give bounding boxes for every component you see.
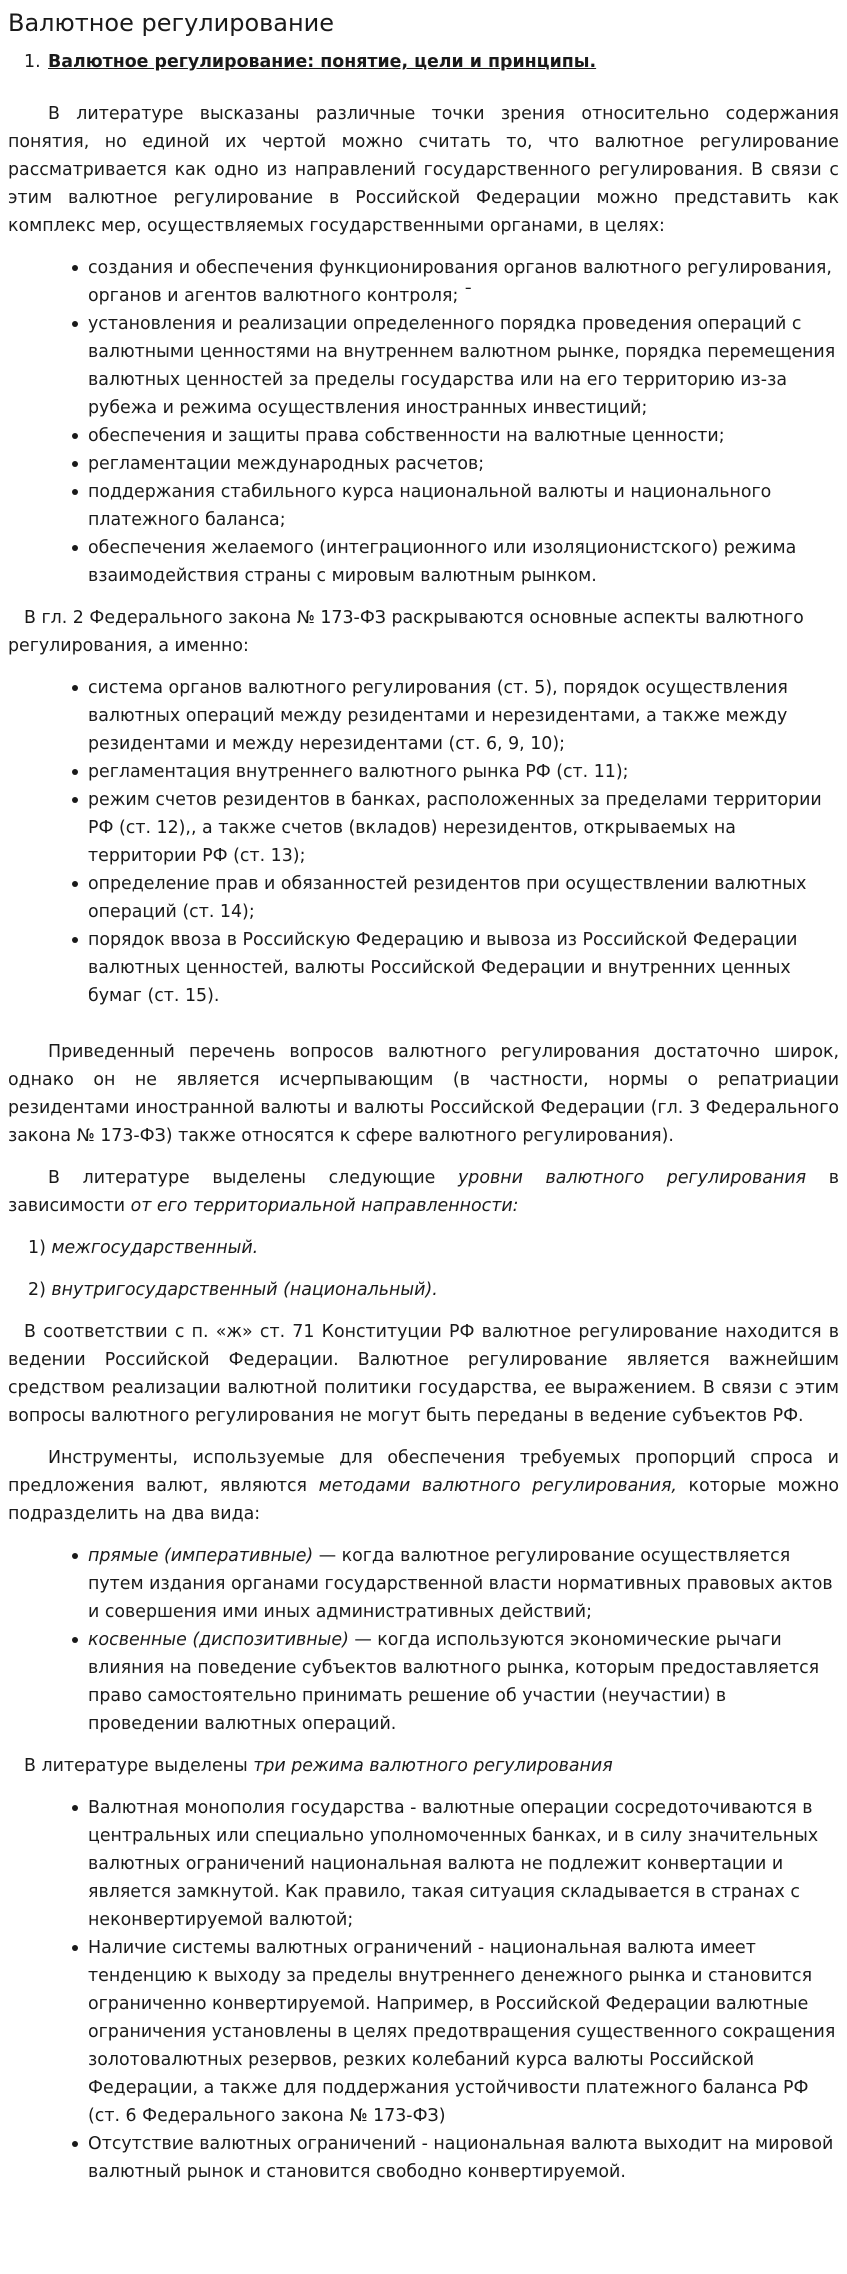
- levels-paragraph: [8, 1164, 839, 1220]
- list-item: создания и обеспечения функционирования органов валютного регулирования, органов и агентов валютного контроля; ˉ: [88, 254, 839, 310]
- section-heading-text: Валютное регулирование: понятие, цели и принципы.: [48, 52, 597, 72]
- method-term: прямые (императивные): [88, 1546, 314, 1566]
- levels-emphasis-direction: от его территориальной направленности:: [130, 1196, 519, 1216]
- methods-paragraph: [8, 1444, 839, 1528]
- list-item: установления и реализации определенного порядка проведения операций с валютными ценностями на внутреннем валютном рынке, порядка перемещения валютных ценностей за пределы государства или на его территорию из-за рубежа и режима осуществления иностранных инвестиций;: [88, 310, 839, 422]
- method-description: — когда используются экономические рычаги влияния на поведение субъектов валютного рынка, которым предоставляется право самостоятельно принимать решение об участии (неучастии) в проведении валютных операций.: [88, 1630, 820, 1734]
- list-item: Наличие системы валютных ограничений - национальная валюта имеет тенденцию к выходу за пределы внутреннего денежного рынка и становится ограниченно конвертируемой. Например, в Российской Федерации валютные ограничения установлены в целях предотвращения существенного сокращения золотовалютных резервов, резких колебаний курса валюты Российской Федерации, а также для поддержания устойчивости платежного баланса РФ (ст. 6 Федерального закона № 173-ФЗ): [88, 1934, 839, 2130]
- list-item: определение прав и обязанностей резидентов при осуществлении валютных операций (ст. 14);: [88, 870, 839, 926]
- goals-list: [8, 254, 839, 590]
- list-item: система органов валютного регулирования (ст. 5), порядок осуществления валютных операций между резидентами и нерезидентами, а также между резидентами и между нерезидентами (ст. 6, 9, 10);: [88, 674, 839, 758]
- regimes-text-before: В литературе выделены: [24, 1756, 254, 1776]
- method-term: косвенные (диспозитивные): [88, 1630, 349, 1650]
- list-item: [88, 1626, 839, 1738]
- constitution-paragraph: В соответствии с п. «ж» ст. 71 Конституции РФ валютное регулирование находится в ведении Российской Федерации. Валютное регулирование является важнейшим средством реализации валютной политики государства, ее выражением. В связи с этим вопросы валютного регулирования не могут быть переданы в ведение субъектов РФ.: [8, 1322, 839, 1426]
- level-item: [28, 1276, 839, 1304]
- section-heading: [24, 48, 839, 76]
- intro-paragraph: В литературе высказаны различные точки зрения относительно содержания понятия, но единой их чертой можно считать то, что валютное регулирование рассматривается как одно из направлений государственного регулирования. В связи с этим валютное регулирование в Российской Федерации можно представить как комплекс мер, осуществляемых государственными органами, в целях:: [8, 104, 839, 236]
- law-aspects-list: [8, 674, 839, 1010]
- regimes-emphasis: три режима валютного регулирования: [253, 1756, 613, 1776]
- level-text: межгосударственный.: [51, 1238, 259, 1258]
- levels-text-middle: в зависимости: [8, 1168, 839, 1216]
- list-item: порядок ввоза в Российскую Федерацию и вывоза из Российской Федерации валютных ценностей, валюты Российской Федерации и внутренних ценных бумаг (ст. 15).: [88, 926, 839, 1010]
- levels-text-before: В литературе выделены следующие: [48, 1168, 458, 1188]
- page-title: Валютное регулирование: [8, 9, 335, 37]
- list-item: обеспечения желаемого (интеграционного или изоляционистского) режима взаимодействия страны с мировым валютным рынком.: [88, 534, 839, 590]
- list-item: регламентации международных расчетов;: [88, 450, 839, 478]
- list-item: поддержания стабильного курса национальной валюты и национального платежного баланса;: [88, 478, 839, 534]
- section-number: 1.: [24, 52, 41, 72]
- method-description: — когда валютное регулирование осуществляется путем издания органами государственной власти нормативных правовых актов и совершения ими иных административных действий;: [88, 1546, 833, 1622]
- level-text: внутригосударственный (национальный).: [51, 1280, 438, 1300]
- list-item: режим счетов резидентов в банках, расположенных за пределами территории РФ (ст. 12),, а также счетов (вкладов) нерезидентов, открываемых на территории РФ (ст. 13);: [88, 786, 839, 870]
- scope-paragraph: Приведенный перечень вопросов валютного регулирования достаточно широк, однако он не является исчерпывающим (в частности, нормы о репатриации резидентами иностранной валюты и валюты Российской Федерации (гл. 3 Федерального закона № 173-ФЗ) также относятся к сфере валютного регулирования).: [8, 1042, 839, 1146]
- methods-text-after: которые можно подразделить на два вида:: [8, 1476, 839, 1524]
- level-number: 1): [28, 1238, 52, 1258]
- law-paragraph: В гл. 2 Федерального закона № 173-ФЗ раскрываются основные аспекты валютного регулирования, а именно:: [8, 608, 804, 656]
- list-item: Отсутствие валютных ограничений - национальная валюта выходит на мировой валютный рынок и становится свободно конвертируемой.: [88, 2130, 839, 2186]
- list-item: обеспечения и защиты права собственности на валютные ценности;: [88, 422, 839, 450]
- level-item: [28, 1234, 839, 1262]
- methods-emphasis: методами валютного регулирования,: [318, 1476, 677, 1496]
- levels-emphasis: уровни валютного регулирования: [458, 1168, 807, 1188]
- list-item: Валютная монополия государства - валютные операции сосредоточиваются в центральных или специально уполномоченных банках, и в силу значительных валютных ограничений национальная валюта не подлежит конвертации и является замкнутой. Как правило, такая ситуация складывается в странах с неконвертируемой валютой;: [88, 1794, 839, 1934]
- regimes-list: [8, 1794, 839, 2186]
- regimes-paragraph: [8, 1752, 839, 1780]
- list-item: регламентация внутреннего валютного рынка РФ (ст. 11);: [88, 758, 839, 786]
- list-item: [88, 1542, 839, 1626]
- methods-text-before: Инструменты, используемые для обеспечения требуемых пропорций спроса и предложения валют, являются: [8, 1448, 839, 1496]
- methods-list: [8, 1542, 839, 1738]
- level-number: 2): [28, 1280, 52, 1300]
